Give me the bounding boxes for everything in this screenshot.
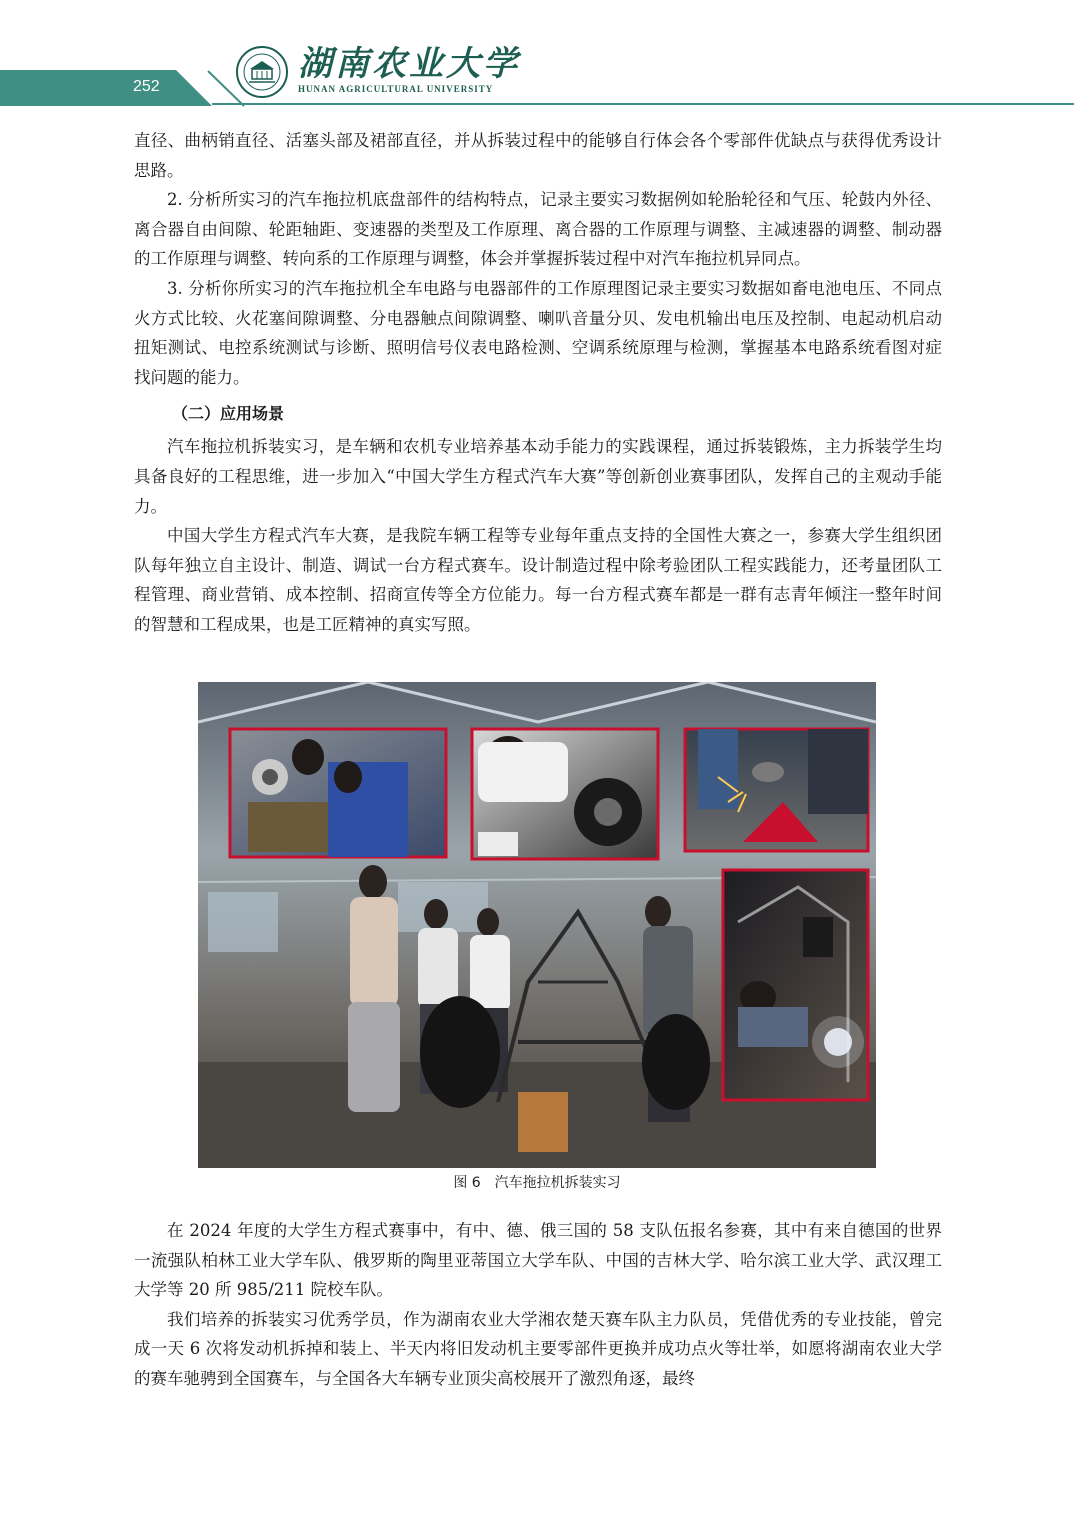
header-band (0, 70, 212, 106)
paragraph: 2. 分析所实习的汽车拖拉机底盘部件的结构特点，记录主要实习数据例如轮胎轮径和气压、轮鼓内外径、离合器自由间隙、轮距轴距、变速器的类型及工作原理、离合器的工作原理与调整、主减速器的调整、制动器的工作原理与调整、转向系的工作原理与调整，体会并掌握拆装过程中对汽车拖拉机异同点。 (134, 190, 942, 269)
wheel-hub-photo (472, 729, 658, 859)
body-text-bottom (134, 1216, 942, 1394)
paragraph: 我们培养的拆装实习优秀学员，作为湖南农业大学湘农楚天赛车队主力队员，凭借优秀的专业技能，曾完成一天 6 次将发动机拆掉和装上、半天内将旧发动机主要零部件更换并成功点火等壮举，如愿将湖南农业大学的赛车驰骋到全国赛车，与全国各大车辆专业顶尖高校展开了激烈角逐，最终 (134, 1309, 942, 1388)
angle-grinder-photo (685, 729, 868, 851)
paragraph: 在 2024 年度的大学生方程式赛事中，有中、德、俄三国的 58 支队伍报名参赛，其中有来自德国的世界一流强队柏林工业大学车队、俄罗斯的陶里亚蒂国立大学车队、中国的吉林大学、哈尔滨工业大学、武汉理工大学等 20 所 985/211 院校车队。 (134, 1221, 942, 1300)
body-text-top (134, 126, 942, 640)
paragraph: 汽车拖拉机拆装实习，是车辆和农机专业培养基本动手能力的实践课程，通过拆装锻炼，主力拆装学生均具备良好的工程思维，进一步加入“中国大学生方程式汽车大赛”等创新创业赛事团队，发挥自己的主观动手能力。 (134, 437, 942, 516)
header-rule (212, 103, 1074, 105)
paragraph: 直径、曲柄销直径、活塞头部及裙部直径，并从拆装过程中的能够自行体会各个零部件优缺点与获得优秀设计思路。 (134, 131, 942, 180)
figure-photo-collage (198, 682, 876, 1168)
university-emblem-icon (235, 45, 289, 99)
engine-assembly-photo (230, 729, 446, 857)
paragraph: 3. 分析你所实习的汽车拖拉机全车电路与电器部件的工作原理图记录主要实习数据如畜电池电压、不同点火方式比较、火花塞间隙调整、分电器触点间隙调整、喇叭音量分贝、发电机输出电压及控制、电起动机启动扭矩测试、电控系统测试与诊断、照明信号仪表电路检测、空调系统原理与检测，掌握基本电路系统看图对症找问题的能力。 (134, 278, 942, 387)
paragraph: 中国大学生方程式汽车大赛，是我院车辆工程等专业每年重点支持的全国性大赛之一，参赛大学生组织团队每年独立自主设计、制造、调试一台方程式赛车。设计制造过程中除考验团队工程实践能力，还考量团队工程管理、商业营销、成本控制、招商宣传等全方位能力。每一台方程式赛车都是一群有志青年倾注一整年时间的智慧和工程成果，也是工匠精神的真实写照。 (134, 526, 942, 634)
figure-caption: 图 6 汽车拖拉机拆装实习 (453, 1175, 621, 1191)
night-welding-photo (723, 870, 868, 1100)
section-subheading: （二）应用场景 (172, 404, 285, 424)
page-number: 252 (133, 78, 160, 95)
university-name-cn: 湖南农业大学 (298, 44, 520, 84)
university-name-en: HUNAN AGRICULTURAL UNIVERSITY (298, 84, 494, 94)
